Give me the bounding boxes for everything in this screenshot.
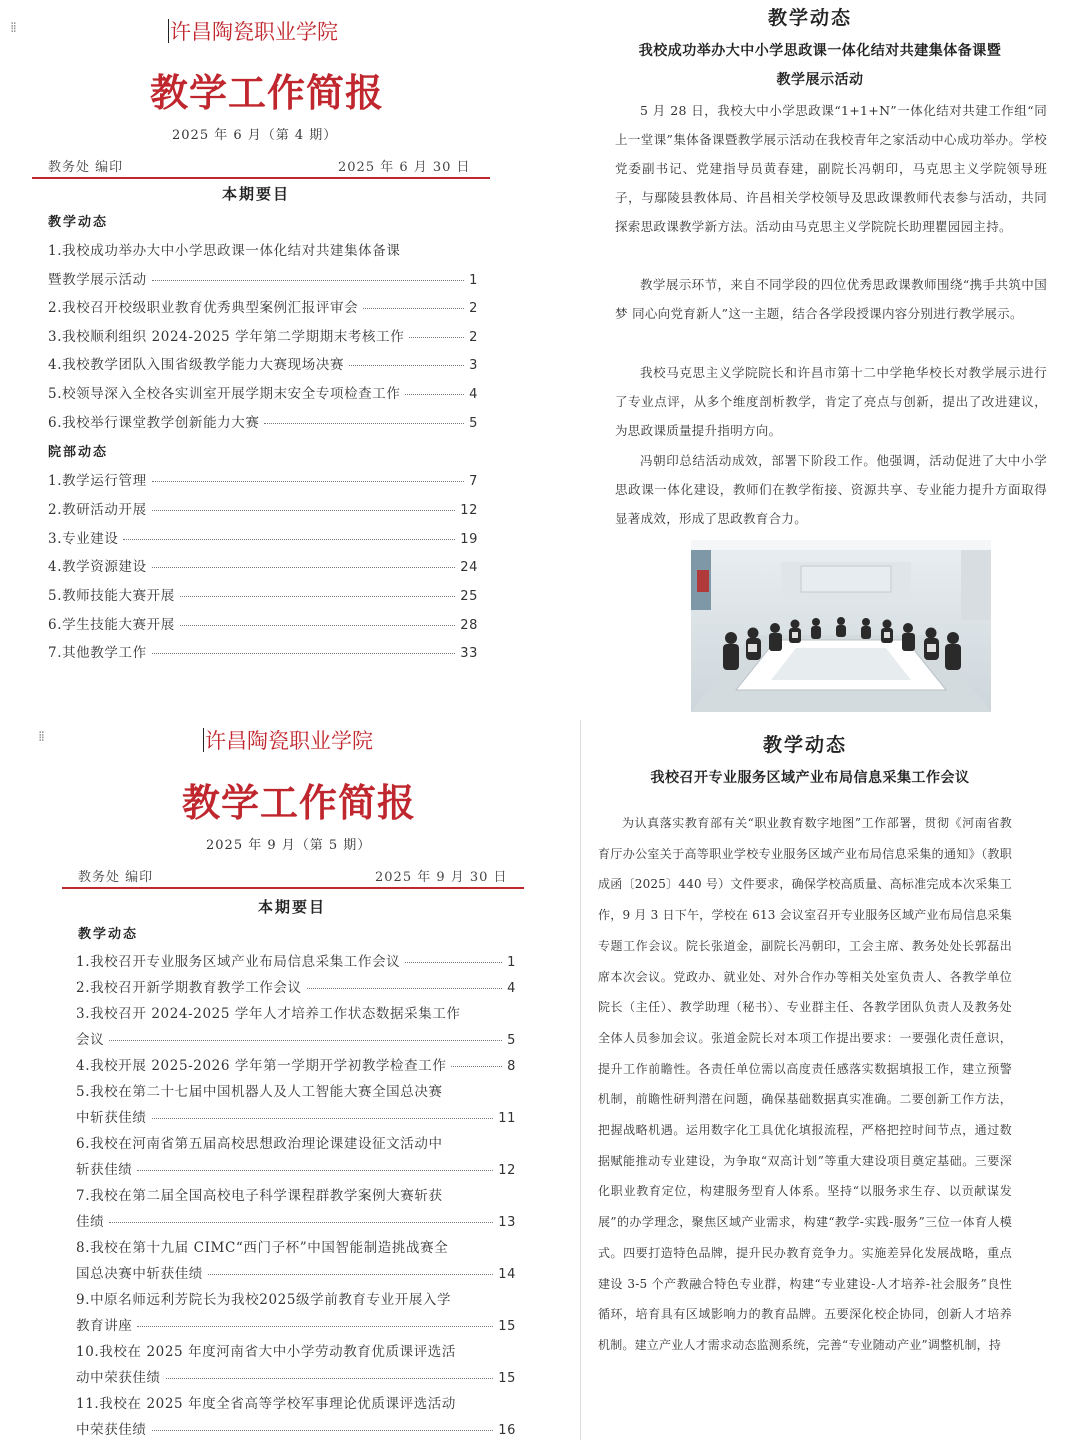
publish-date: 2025 年 6 月 30 日 bbox=[338, 160, 471, 175]
header-rule bbox=[32, 177, 490, 179]
article-paragraph: 教学展示环节，来自不同学段的四位优秀思政课教师围绕“携手共筑中国梦 同心向党育新人”这一主题，结合各学段授课内容分别进行教学展示。 bbox=[615, 277, 1047, 321]
toc-page-number: 28 bbox=[460, 618, 478, 633]
toc-item[interactable] bbox=[48, 641, 478, 661]
toc-page-number: 3 bbox=[469, 358, 478, 373]
toc-item[interactable] bbox=[76, 1418, 516, 1438]
toc-page-number: 7 bbox=[469, 474, 478, 489]
toc-item-label: 5.教师技能大赛开展 bbox=[48, 588, 175, 604]
toc-item[interactable] bbox=[48, 296, 478, 316]
toc-item-label: 2.我校召开校级职业教育优秀典型案例汇报评审会 bbox=[48, 300, 359, 316]
toc-item[interactable] bbox=[48, 268, 478, 288]
toc-item[interactable] bbox=[48, 325, 478, 345]
toc-item[interactable] bbox=[76, 950, 516, 970]
toc-page-number: 14 bbox=[498, 1267, 516, 1282]
article-paragraph: 5 月 28 日，我校大中小学思政课“1+1+N”一体化结对共建工作组“同上一堂课”集体备课暨教学展示活动在我校青年之家活动中心成功举办。学校党委副书记、党建指导员黄春建，副院长冯朝印，马克思主义学院领导班子，与鄢陵县教体局、许昌相关学校领导及思政课教师代表参与活动，共同探索思政课教学新方法。活动由马克思主义学院院长助理瞿园园主持。 bbox=[615, 103, 1047, 234]
article-body: 为认真落实教育部有关“职业教育数字地图”工作部署，贯彻《河南省教育厅办公室关于高等职业学校专业服务区域产业布局信息采集的通知》（教职成函〔2025〕440 号）文件要求，确保学校高质量、高标准完成本次采集工作，9 月 3 日下午，学校在 613 会议室召开专业服务区域产业布局信息采集专题工作会议。院长张道金，副院长冯朝印，工会主席、教务处处长郭磊出席本次会议。党政办、就业处、对外合作办等相关处室负责人、各教学单位院长（主任）、教学助理（秘书）、专业群主任、各教学团队负责人及教务处全体人员参加会议。张道金院长对本项工作提出要求：一要强化责任意识，提升工作前瞻性。各责任单位需以高度责任感落实数据填报工作，建立预警机制，前瞻性研判潜在问题，确保基础数据真实准确。二要创新工作方法，把握战略机遇。运用数字化工具优化填报流程，严格把控时间节点，通过数据赋能推动专业建设，为争取“双高计划”等重大建设项目奠定基础。三要深化职业教育定位，构建服务型育人体系。坚持“以服务求生存、以贡献谋发展”的办学理念，聚焦区域产业需求，构建“教学-实践-服务”三位一体育人模式。四要打造特色品牌，提升民办教育竞争力。实施差异化发展战略，重点建设 3-5 个产教融合特色专业群，构建“专业建设-人才培养-社会服务”良性循环，培育具有区域影响力的教育品牌。五要深化校企协同，创新人才培养机制。建立产业人才需求动态监测系统，完善“专业随动产业”调整机制，持 bbox=[598, 816, 1012, 1352]
toc-page-number: 25 bbox=[460, 589, 478, 604]
toc-title: 本期要目 bbox=[222, 185, 291, 203]
college-name: 许昌陶瓷职业学院 bbox=[205, 729, 373, 753]
toc-item-label: 2.教研活动开展 bbox=[48, 502, 147, 518]
section-heading: 教学动态 bbox=[767, 7, 852, 29]
toc-item-label: 6.学生技能大赛开展 bbox=[48, 617, 175, 633]
toc-item-label: 中荣获佳绩 bbox=[76, 1422, 147, 1438]
drag-handle-icon[interactable]: ⁞⁞ bbox=[38, 729, 43, 745]
toc-page-number: 12 bbox=[498, 1163, 516, 1178]
meeting-photo bbox=[691, 540, 991, 712]
toc-item[interactable] bbox=[48, 411, 478, 431]
page-bottom-left bbox=[20, 715, 550, 1440]
toc-item-label: 斩获佳绩 bbox=[76, 1162, 133, 1178]
toc-item[interactable] bbox=[76, 1054, 516, 1074]
bulletin-title: 教学工作简报 bbox=[182, 781, 417, 825]
article-title-line: 教学展示活动 bbox=[776, 72, 864, 88]
toc-item-label: 教育讲座 bbox=[76, 1318, 133, 1334]
toc-page-number: 24 bbox=[460, 560, 478, 575]
toc-item-line: 3.我校召开 2024-2025 学年人才培养工作状态数据采集工作 bbox=[76, 1006, 461, 1022]
page-bottom-right bbox=[580, 720, 1080, 1440]
toc-item-label: 7.其他教学工作 bbox=[48, 645, 147, 661]
toc-page-number: 2 bbox=[469, 301, 478, 316]
toc-page-number: 1 bbox=[507, 955, 516, 970]
toc-item[interactable] bbox=[48, 469, 478, 489]
toc-page-number: 15 bbox=[498, 1371, 516, 1386]
toc-item[interactable] bbox=[48, 498, 478, 518]
toc-item-label: 5.校领导深入全校各实训室开展学期末安全专项检查工作 bbox=[48, 386, 401, 402]
toc-item-label: 暨教学展示活动 bbox=[48, 272, 147, 288]
toc-section-heading: 教学动态 bbox=[48, 215, 109, 230]
article-title: 我校召开专业服务区域产业布局信息采集工作会议 bbox=[650, 770, 970, 786]
section-heading: 教学动态 bbox=[762, 734, 847, 756]
toc-item[interactable] bbox=[48, 353, 478, 373]
toc-item[interactable] bbox=[48, 584, 478, 604]
toc-page-number: 5 bbox=[507, 1033, 516, 1048]
toc-item-line: 6.我校在河南省第五届高校思想政治理论课建设征文活动中 bbox=[76, 1136, 443, 1152]
toc-item[interactable] bbox=[48, 382, 478, 402]
toc-item-line: 8.我校在第十九届 CIMC“西门子杯”中国智能制造挑战赛全 bbox=[76, 1240, 449, 1256]
toc-page-number: 15 bbox=[498, 1319, 516, 1334]
toc-title: 本期要目 bbox=[258, 898, 327, 916]
article-paragraph: 我校马克思主义学院院长和许昌市第十二中学艳华校长对教学展示进行了专业点评，从多个维度剖析教学，肯定了亮点与创新，提出了改进建议，为思政课质量提升指明方向。 bbox=[615, 365, 1047, 438]
article-paragraph: 冯朝印总结活动成效，部署下阶段工作。他强调，活动促进了大中小学思政课一体化建设，教师们在教学衔接、资源共享、专业能力提升方面取得显著成效，形成了思政教育合力。 bbox=[615, 453, 1047, 526]
toc-item-label: 佳绩 bbox=[76, 1214, 105, 1230]
publish-date: 2025 年 9 月 30 日 bbox=[375, 870, 508, 885]
toc-section-heading: 教学动态 bbox=[78, 927, 139, 942]
article-title bbox=[600, 37, 1040, 95]
toc-item[interactable] bbox=[76, 1262, 516, 1282]
toc-item-label: 4.我校开展 2025-2026 学年第一学期开学初教学检查工作 bbox=[76, 1058, 447, 1074]
toc-item-line: 9.中原名师远利芳院长为我校2025级学前教育专业开展入学 bbox=[76, 1292, 452, 1308]
header-rule bbox=[62, 887, 524, 889]
toc-page-number: 4 bbox=[507, 981, 516, 996]
bulletin-title: 教学工作简报 bbox=[150, 71, 385, 115]
toc-item[interactable] bbox=[76, 1106, 516, 1126]
toc-page-number: 12 bbox=[460, 503, 478, 518]
article-title-line: 我校成功举办大中小学思政课一体化结对共建集体备课暨 bbox=[638, 43, 1002, 59]
page-edge-divider bbox=[580, 720, 581, 1440]
toc-item[interactable] bbox=[76, 1158, 516, 1178]
issue-number: 2025 年 9 月（第 5 期） bbox=[206, 838, 372, 853]
toc-item-label: 动中荣获佳绩 bbox=[76, 1370, 161, 1386]
toc-item-line: 1.我校成功举办大中小学思政课一体化结对共建集体备课 bbox=[48, 243, 401, 259]
toc-page-number: 8 bbox=[507, 1059, 516, 1074]
toc-item-line: 10.我校在 2025 年度河南省大中小学劳动教育优质课评选活 bbox=[76, 1344, 457, 1360]
toc-item[interactable] bbox=[76, 976, 516, 996]
page-top-left bbox=[0, 0, 540, 700]
editor-label: 教务处 编印 bbox=[78, 870, 154, 885]
toc-item-label: 1.教学运行管理 bbox=[48, 473, 147, 489]
toc-page-number: 5 bbox=[469, 416, 478, 431]
toc-item-label: 3.我校顺利组织 2024-2025 学年第二学期期末考核工作 bbox=[48, 329, 405, 345]
toc-item[interactable] bbox=[76, 1366, 516, 1386]
toc-item[interactable] bbox=[76, 1210, 516, 1230]
drag-handle-icon[interactable]: ⁞⁞ bbox=[10, 20, 15, 36]
toc-page-number: 19 bbox=[460, 532, 478, 547]
toc-item[interactable] bbox=[48, 527, 478, 547]
toc-section-heading: 院部动态 bbox=[48, 445, 109, 460]
toc-item-label: 6.我校举行课堂教学创新能力大赛 bbox=[48, 415, 260, 431]
toc-item-label: 3.专业建设 bbox=[48, 531, 119, 547]
meeting-photo-icon bbox=[691, 540, 991, 712]
toc-item-label: 4.教学资源建设 bbox=[48, 559, 147, 575]
toc-item-label: 国总决赛中斩获佳绩 bbox=[76, 1266, 203, 1282]
toc-item-label: 4.我校教学团队入围省级教学能力大赛现场决赛 bbox=[48, 357, 345, 373]
editor-label: 教务处 编印 bbox=[48, 160, 124, 175]
toc-item-line: 11.我校在 2025 年度全省高等学校军事理论优质课评选活动 bbox=[76, 1396, 457, 1412]
toc-page-number: 13 bbox=[498, 1215, 516, 1230]
toc-page-number: 4 bbox=[469, 387, 478, 402]
college-name: 许昌陶瓷职业学院 bbox=[170, 20, 338, 44]
toc-item[interactable] bbox=[76, 1314, 516, 1334]
issue-number: 2025 年 6 月（第 4 期） bbox=[172, 128, 338, 143]
toc-item-line: 7.我校在第二届全国高校电子科学课程群教学案例大赛斩获 bbox=[76, 1188, 443, 1204]
toc-item-label: 2.我校召开新学期教育教学工作会议 bbox=[76, 980, 302, 996]
toc-item-label: 会议 bbox=[76, 1032, 105, 1048]
toc-item-label: 1.我校召开专业服务区域产业布局信息采集工作会议 bbox=[76, 954, 401, 970]
toc-item[interactable] bbox=[76, 1028, 516, 1048]
toc-page-number: 1 bbox=[469, 273, 478, 288]
toc-item[interactable] bbox=[48, 555, 478, 575]
toc-item-label: 中斩获佳绩 bbox=[76, 1110, 147, 1126]
toc-page-number: 2 bbox=[469, 330, 478, 345]
toc-item-line: 5.我校在第二十七届中国机器人及人工智能大赛全国总决赛 bbox=[76, 1084, 443, 1100]
toc-page-number: 33 bbox=[460, 646, 478, 661]
toc-page-number: 16 bbox=[498, 1423, 516, 1438]
toc-item[interactable] bbox=[48, 613, 478, 633]
toc-page-number: 11 bbox=[498, 1111, 516, 1126]
page-top-right bbox=[560, 0, 1080, 715]
